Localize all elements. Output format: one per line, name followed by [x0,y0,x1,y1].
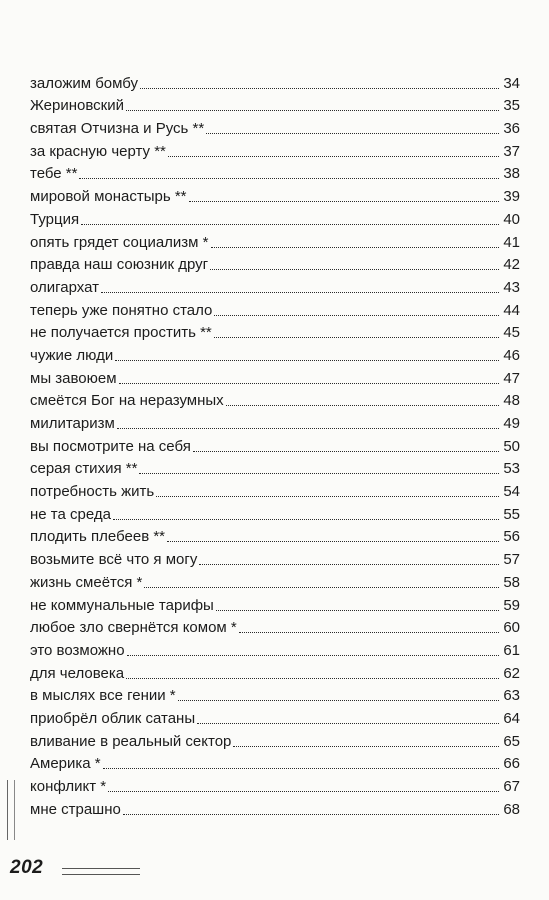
toc-entry-page: 47 [503,369,520,387]
toc-entry-title: Америка * [30,755,101,773]
toc-entry-page: 66 [503,755,520,773]
toc-entry-title: правда наш союзник друг [30,256,209,274]
toc-entry-page: 37 [503,142,520,160]
toc-dot-leader [126,678,499,679]
toc-dot-leader [127,655,499,656]
toc-entry-title: смеётся Бог на неразумных [30,392,224,410]
toc-entry [30,161,520,184]
toc-entry-title: опять грядет социализм * [30,233,209,251]
toc-dot-leader [168,156,499,157]
toc-entry-title: любое зло свернётся комом * [30,619,237,637]
table-of-contents [30,70,520,819]
toc-entry-title: за красную черту ** [30,142,166,160]
toc-entry [30,546,520,569]
toc-entry-title: мне страшно [30,800,121,818]
toc-entry [30,388,520,411]
toc-dot-leader [156,496,499,497]
toc-entry-title: для человека [30,664,125,682]
toc-entry [30,138,520,161]
toc-entry-title: приобрёл облик сатаны [30,709,196,727]
toc-entry [30,93,520,116]
toc-dot-leader [226,405,499,406]
toc-entry-title: конфликт * [30,778,107,795]
toc-entry-title: в мыслях все гении * [30,687,176,705]
toc-entry-title: возьмите всё что я могу [30,551,198,569]
toc-dot-leader [81,224,499,225]
toc-dot-leader [167,541,499,542]
toc-entry-page: 57 [503,551,520,569]
toc-dot-leader [216,610,499,611]
toc-entry [30,705,520,728]
toc-entry-page: 35 [503,97,520,115]
toc-entry-page: 61 [503,641,520,659]
toc-entry-page: 39 [503,188,520,206]
toc-entry [30,252,520,275]
toc-entry-page: 65 [503,732,520,750]
toc-entry [30,206,520,229]
toc-entry [30,524,520,547]
toc-dot-leader [139,473,499,474]
toc-entry [30,433,520,456]
toc-dot-leader [211,247,500,248]
toc-entry-title: не та среда [30,505,111,523]
toc-entry-page: 36 [503,120,520,138]
toc-entry [30,297,520,320]
toc-entry [30,683,520,706]
toc-entry-title: вы посмотрите на себя [30,437,191,455]
toc-entry-page: 59 [503,596,520,614]
toc-dot-leader [79,178,499,179]
toc-dot-leader [108,791,499,792]
toc-entry-page: 62 [503,664,520,682]
toc-entry-page: 45 [503,324,520,342]
toc-entry [30,320,520,343]
toc-entry-title: не коммунальные тарифы [30,596,214,614]
toc-entry-page: 55 [503,505,520,523]
toc-entry-page: 43 [503,278,520,296]
toc-entry [30,592,520,615]
toc-entry-title: серая стихия ** [30,460,138,478]
toc-entry-title: Турция [30,210,80,228]
toc-dot-leader [197,723,499,724]
toc-entry-title: потребность жить [30,483,155,501]
toc-dot-leader [101,292,499,293]
toc-entry [30,342,520,365]
toc-dot-leader [189,201,500,202]
toc-entry [30,615,520,638]
footer-rule [62,868,140,875]
toc-entry [30,115,520,138]
toc-dot-leader [178,700,499,701]
toc-entry-page: 42 [503,256,520,274]
toc-entry-page: 44 [503,301,520,319]
toc-entry-title: не получается простить ** [30,324,212,342]
toc-entry [30,751,520,774]
toc-dot-leader [193,451,499,452]
toc-dot-leader [144,587,499,588]
page-number: 202 [10,857,44,878]
margin-mark [7,780,15,840]
toc-dot-leader [103,768,499,769]
toc-dot-leader [115,360,499,361]
toc-entry [30,796,520,819]
toc-entry-title: олигархат [30,278,100,296]
toc-entry [30,569,520,592]
toc-dot-leader [117,428,499,429]
toc-entry-page: 40 [503,210,520,228]
toc-entry-title: плодить плебеев ** [30,528,166,546]
toc-entry-page: 53 [503,460,520,478]
toc-entry-page: 58 [503,573,520,591]
toc-entry-title: чужие люди [30,346,114,364]
toc-entry [30,456,520,479]
toc-entry-title: заложим бомбу [30,74,139,92]
toc-entry [30,728,520,751]
toc-dot-leader [126,110,499,111]
toc-entry [30,501,520,524]
toc-entry-page: 67 [503,778,520,795]
toc-entry-page: 56 [503,528,520,546]
toc-entry-title: Жериновский [30,97,124,115]
toc-entry [30,229,520,252]
toc-entry [30,660,520,683]
toc-entry-title: мы завоюем [30,369,117,387]
toc-dot-leader [113,519,499,520]
toc-entry-title: теперь уже понятно стало [30,301,213,319]
toc-entry [30,773,520,796]
toc-dot-leader [210,269,499,270]
toc-dot-leader [239,632,499,633]
toc-entry-page: 63 [503,687,520,705]
toc-entry [30,365,520,388]
toc-entry [30,478,520,501]
toc-dot-leader [233,746,499,747]
toc-entry-title: тебе ** [30,165,78,183]
toc-entry-title: это возможно [30,641,125,659]
toc-entry-title: вливание в реальный сектор [30,732,232,750]
toc-dot-leader [123,814,499,815]
toc-entry-page: 49 [503,415,520,432]
toc-entry-page: 41 [503,233,520,251]
toc-entry-page: 34 [503,74,520,92]
toc-entry-title: милитаризм [30,415,115,432]
toc-entry-page: 38 [503,165,520,183]
toc-entry-page: 48 [503,392,520,410]
toc-entry-page: 64 [503,709,520,727]
toc-entry [30,70,520,93]
toc-entry [30,274,520,297]
toc-entry [30,637,520,660]
toc-entry [30,183,520,206]
toc-dot-leader [206,133,499,134]
toc-entry [30,410,520,433]
toc-entry-page: 60 [503,619,520,637]
toc-entry-page: 54 [503,483,520,501]
toc-entry-page: 46 [503,346,520,364]
toc-dot-leader [214,337,499,338]
toc-entry-page: 50 [503,437,520,455]
toc-dot-leader [140,88,499,89]
toc-dot-leader [214,315,499,316]
toc-entry-page: 68 [503,800,520,818]
toc-entry-title: святая Отчизна и Русь ** [30,120,205,138]
toc-dot-leader [199,564,499,565]
toc-entry-title: жизнь смеётся * [30,573,143,591]
toc-dot-leader [119,383,499,384]
toc-entry-title: мировой монастырь ** [30,188,187,206]
